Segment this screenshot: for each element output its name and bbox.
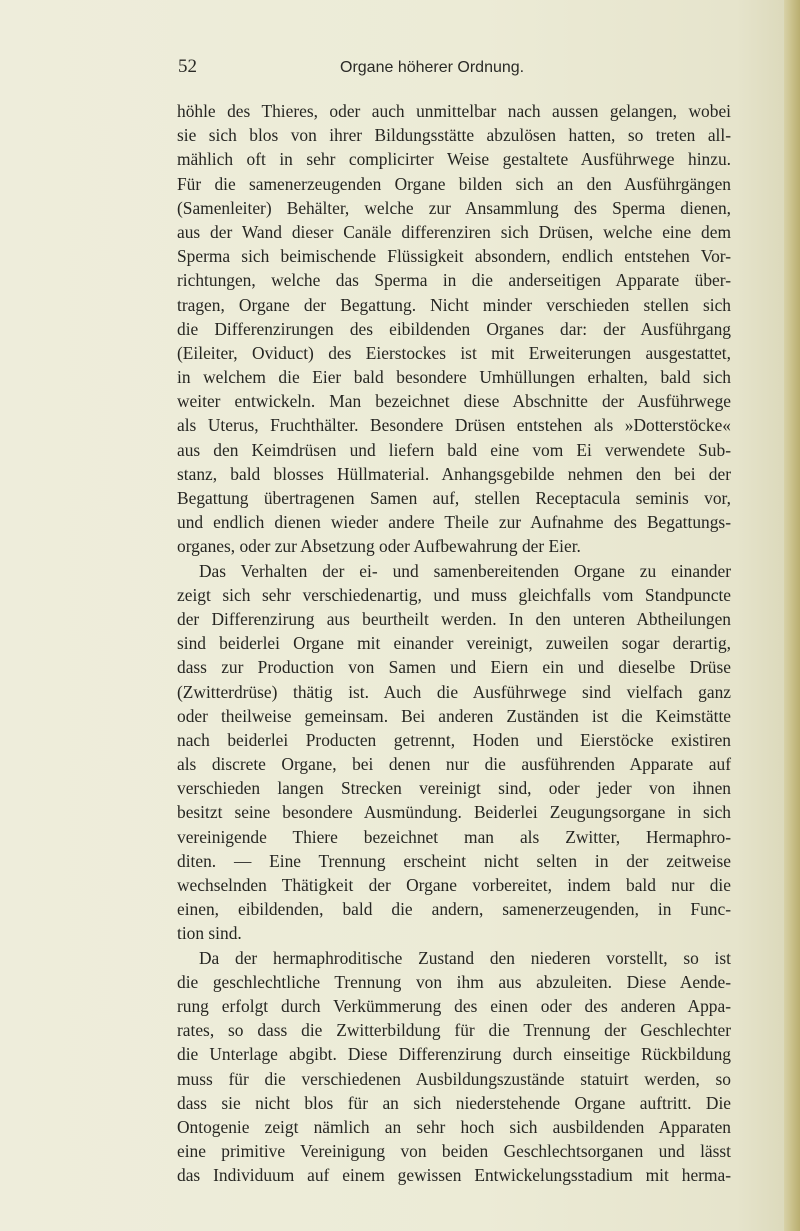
- text-line: einen, eibildenden, bald die andern, samenerzeugenden, in Func-: [177, 899, 731, 920]
- text-line: das Individuum auf einem gewissen Entwickelungsstadium mit herma-: [177, 1165, 731, 1186]
- text-line: die Differenzirungen des eibildenden Organes dar: der Ausführgang: [177, 318, 731, 339]
- text-line: eine primitive Vereinigung von beiden Geschlechtsorganen und lässt: [177, 1141, 731, 1162]
- text-line: (Samenleiter) Behälter, welche zur Ansammlung des Sperma dienen,: [177, 197, 731, 218]
- text-line: sie sich blos von ihrer Bildungsstätte abzulösen hatten, so treten all-: [177, 125, 731, 146]
- text-line: die Unterlage abgibt. Diese Differenzirung durch einseitige Rückbildung: [177, 1044, 731, 1065]
- text-line: Sperma sich beimischende Flüssigkeit absondern, endlich entstehen Vor-: [177, 246, 731, 267]
- text-line: Da der hermaphroditische Zustand den niederen vorstellt, so ist: [199, 947, 731, 968]
- text-line: oder theilweise gemeinsam. Bei anderen Zuständen ist die Keimstätte: [177, 705, 731, 726]
- text-line: mählich oft in sehr complicirter Weise gestaltete Ausführwege hinzu.: [177, 149, 731, 170]
- page-header: [0, 56, 800, 80]
- text-line: Ontogenie zeigt nämlich an sehr hoch sich ausbildenden Apparaten: [177, 1116, 731, 1137]
- text-line: zeigt sich sehr verschiedenartig, und muss gleichfalls vom Standpuncte: [177, 584, 731, 605]
- text-line: (Zwitterdrüse) thätig ist. Auch die Ausführwege sind vielfach ganz: [177, 681, 731, 702]
- body-text: [177, 99, 731, 1187]
- text-line: (Eileiter, Oviduct) des Eierstockes ist mit Erweiterungen ausgestattet,: [177, 342, 731, 363]
- text-line: weiter entwickeln. Man bezeichnet diese Abschnitte der Ausführwege: [177, 391, 731, 412]
- text-line: tion sind.: [177, 923, 242, 944]
- text-line: höhle des Thieres, oder auch unmittelbar nach aussen gelangen, wobei: [177, 101, 731, 121]
- text-line: diten. — Eine Trennung erscheint nicht selten in der zeitweise: [177, 850, 731, 871]
- text-line: der Differenzirung aus beurtheilt werden. In den unteren Abtheilungen: [177, 608, 731, 629]
- text-line: aus der Wand dieser Canäle differenziren sich Drüsen, welche eine dem: [177, 221, 731, 242]
- text-line: rung erfolgt durch Verkümmerung des einen oder des anderen Appa-: [177, 995, 731, 1016]
- text-line: besitzt seine besondere Ausmündung. Beiderlei Zeugungsorgane in sich: [177, 802, 731, 823]
- text-line: Das Verhalten der ei- und samenbereitenden Organe zu einander: [199, 560, 731, 581]
- text-line: Für die samenerzeugenden Organe bilden sich an den Ausführgängen: [177, 173, 731, 194]
- text-line: muss für die verschiedenen Ausbildungszustände statuirt werden, so: [177, 1068, 731, 1089]
- text-line: verschieden langen Strecken vereinigt sind, oder jeder von ihnen: [177, 778, 731, 799]
- text-line: wechselnden Thätigkeit der Organe vorbereitet, indem bald nur die: [177, 875, 731, 895]
- text-line: richtungen, welche das Sperma in die anderseitigen Apparate über-: [177, 270, 731, 291]
- text-line: und endlich dienen wieder andere Theile zur Aufnahme des Begattungs-: [177, 512, 731, 533]
- text-line: nach beiderlei Producten getrennt, Hoden und Eierstöcke existiren: [177, 729, 731, 750]
- text-line: als Uterus, Fruchthälter. Besondere Drüsen entstehen als »Dotterstöcke«: [177, 415, 731, 436]
- text-line: organes, oder zur Absetzung oder Aufbewahrung der Eier.: [177, 536, 581, 557]
- page-edge: [784, 0, 800, 1231]
- text-line: sind beiderlei Organe mit einander vereinigt, zuweilen sogar derartig,: [177, 633, 731, 654]
- running-head: Organe höherer Ordnung.: [340, 59, 525, 76]
- text-line: Begattung übertragenen Samen auf, stellen Receptacula seminis vor,: [177, 488, 731, 508]
- text-line: als discrete Organe, bei denen nur die ausführenden Apparate auf: [177, 754, 731, 775]
- text-line: dass sie nicht blos für an sich niederstehende Organe auftritt. Die: [177, 1092, 731, 1113]
- text-line: aus den Keimdrüsen und liefern bald eine vom Ei verwendete Sub-: [177, 439, 731, 460]
- text-line: dass zur Production von Samen und Eiern ein und dieselbe Drüse: [177, 657, 731, 678]
- text-line: rates, so dass die Zwitterbildung für die Trennung der Geschlechter: [177, 1020, 731, 1041]
- text-line: stanz, bald blosses Hüllmaterial. Anhangsgebilde nehmen den bei der: [177, 463, 731, 484]
- text-line: vereinigende Thiere bezeichnet man als Zwitter, Hermaphro-: [177, 826, 731, 847]
- text-line: tragen, Organe der Begattung. Nicht minder verschieden stellen sich: [177, 294, 731, 315]
- page-number: 52: [178, 56, 197, 77]
- text-line: in welchem die Eier bald besondere Umhüllungen erhalten, bald sich: [177, 367, 731, 388]
- text-line: die geschlechtliche Trennung von ihm aus abzuleiten. Diese Aende-: [177, 971, 731, 992]
